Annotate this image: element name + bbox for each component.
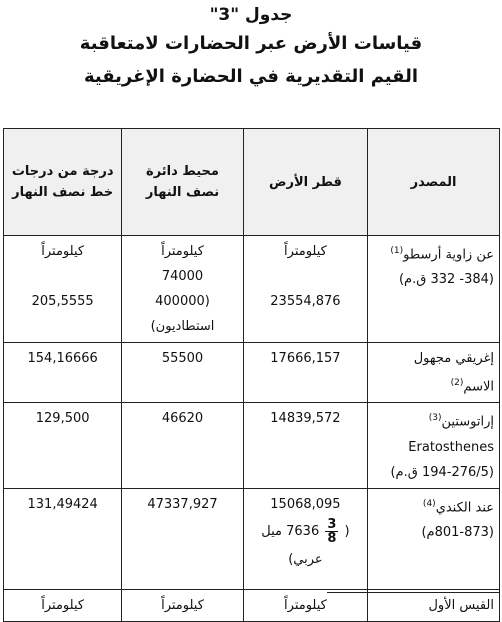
unit-label: كيلومتراً	[243, 589, 367, 621]
table-row	[4, 236, 500, 343]
unit-label: كيلومتراً	[41, 244, 85, 259]
unit-label: كيلومتراً	[122, 589, 243, 621]
degree-value: 131,49424	[4, 488, 122, 589]
header-source: المصدر	[368, 129, 500, 236]
source-latin-name: Eratosthenes	[408, 439, 494, 455]
degree-value: 205,5555	[31, 294, 94, 309]
meridian-value: 47337,927	[122, 488, 243, 589]
fraction	[325, 518, 338, 545]
header-row	[4, 129, 500, 236]
footnote-marker: (4)	[422, 498, 436, 509]
source-cell	[368, 488, 500, 589]
diameter-value: 15068,095	[270, 496, 341, 512]
source-name: عند الكندي	[435, 499, 494, 515]
table-row	[4, 589, 500, 621]
diameter-value: 17666,157	[243, 343, 367, 403]
unit-label: كيلومتراً	[161, 244, 204, 259]
footnote-divider	[327, 592, 499, 593]
table-row	[4, 403, 500, 488]
paren-open: (	[344, 523, 350, 539]
table-row	[4, 488, 500, 589]
fraction-numerator: 3	[327, 516, 337, 532]
source-date: (801-873م)	[421, 524, 494, 540]
source-cell: القيس الأول	[368, 589, 500, 621]
meridian-value: 46620	[122, 403, 243, 488]
degree-value: 129,500	[4, 403, 122, 488]
diameter-value: 14839,572	[243, 403, 367, 488]
measurements-table	[3, 128, 500, 622]
miles-unit: ميل	[261, 523, 282, 539]
source-cell	[368, 236, 500, 343]
meridian-value: 55500	[122, 343, 243, 403]
degree-value: 154,16666	[4, 343, 122, 403]
source-date: (384- 332 ق.م)	[398, 272, 494, 288]
source-cell	[368, 403, 500, 488]
meridian-stadia: (400000	[155, 294, 210, 309]
source-name: إغريقي مجهول الاسم	[413, 351, 494, 395]
footnote-marker: (1)	[390, 246, 404, 256]
source-cell	[368, 343, 500, 403]
table-subtitle: القيم التقديرية في الحضارة الإغريقية	[83, 66, 419, 87]
footnote-marker: (2)	[450, 378, 464, 388]
fraction-denominator: 8	[327, 530, 337, 546]
header-diameter: قطر الأرض	[243, 129, 367, 236]
miles-value: 7636	[286, 523, 320, 539]
unit-label: كيلومتراً	[4, 589, 122, 621]
meridian-cell	[122, 236, 243, 343]
source-name: عن زاوية أرسطو	[403, 247, 494, 263]
arabic-mile-label: عربي)	[288, 551, 323, 567]
diameter-cell	[243, 488, 367, 589]
header-degree: درجة من درجات خط نصف النهار	[4, 129, 122, 236]
meridian-value: 74000	[161, 269, 204, 284]
table-row	[4, 343, 500, 403]
diameter-cell	[243, 236, 367, 343]
degree-cell	[4, 236, 122, 343]
footnote-marker: (3)	[428, 413, 442, 424]
table-title: قياسات الأرض عبر الحضارات لامتعاقبة	[79, 33, 423, 54]
meridian-stadia-unit: استطاديون)	[150, 319, 215, 334]
header-meridian: محيط دائرة نصف النهار	[122, 129, 243, 236]
unit-label: كيلومتراً	[284, 244, 327, 259]
diameter-value: 23554,876	[270, 294, 341, 309]
source-date: (194-276/5 ق.م)	[390, 464, 494, 480]
source-name: إراتوستين	[441, 414, 494, 430]
table-caption: جدول "3"	[209, 5, 293, 25]
